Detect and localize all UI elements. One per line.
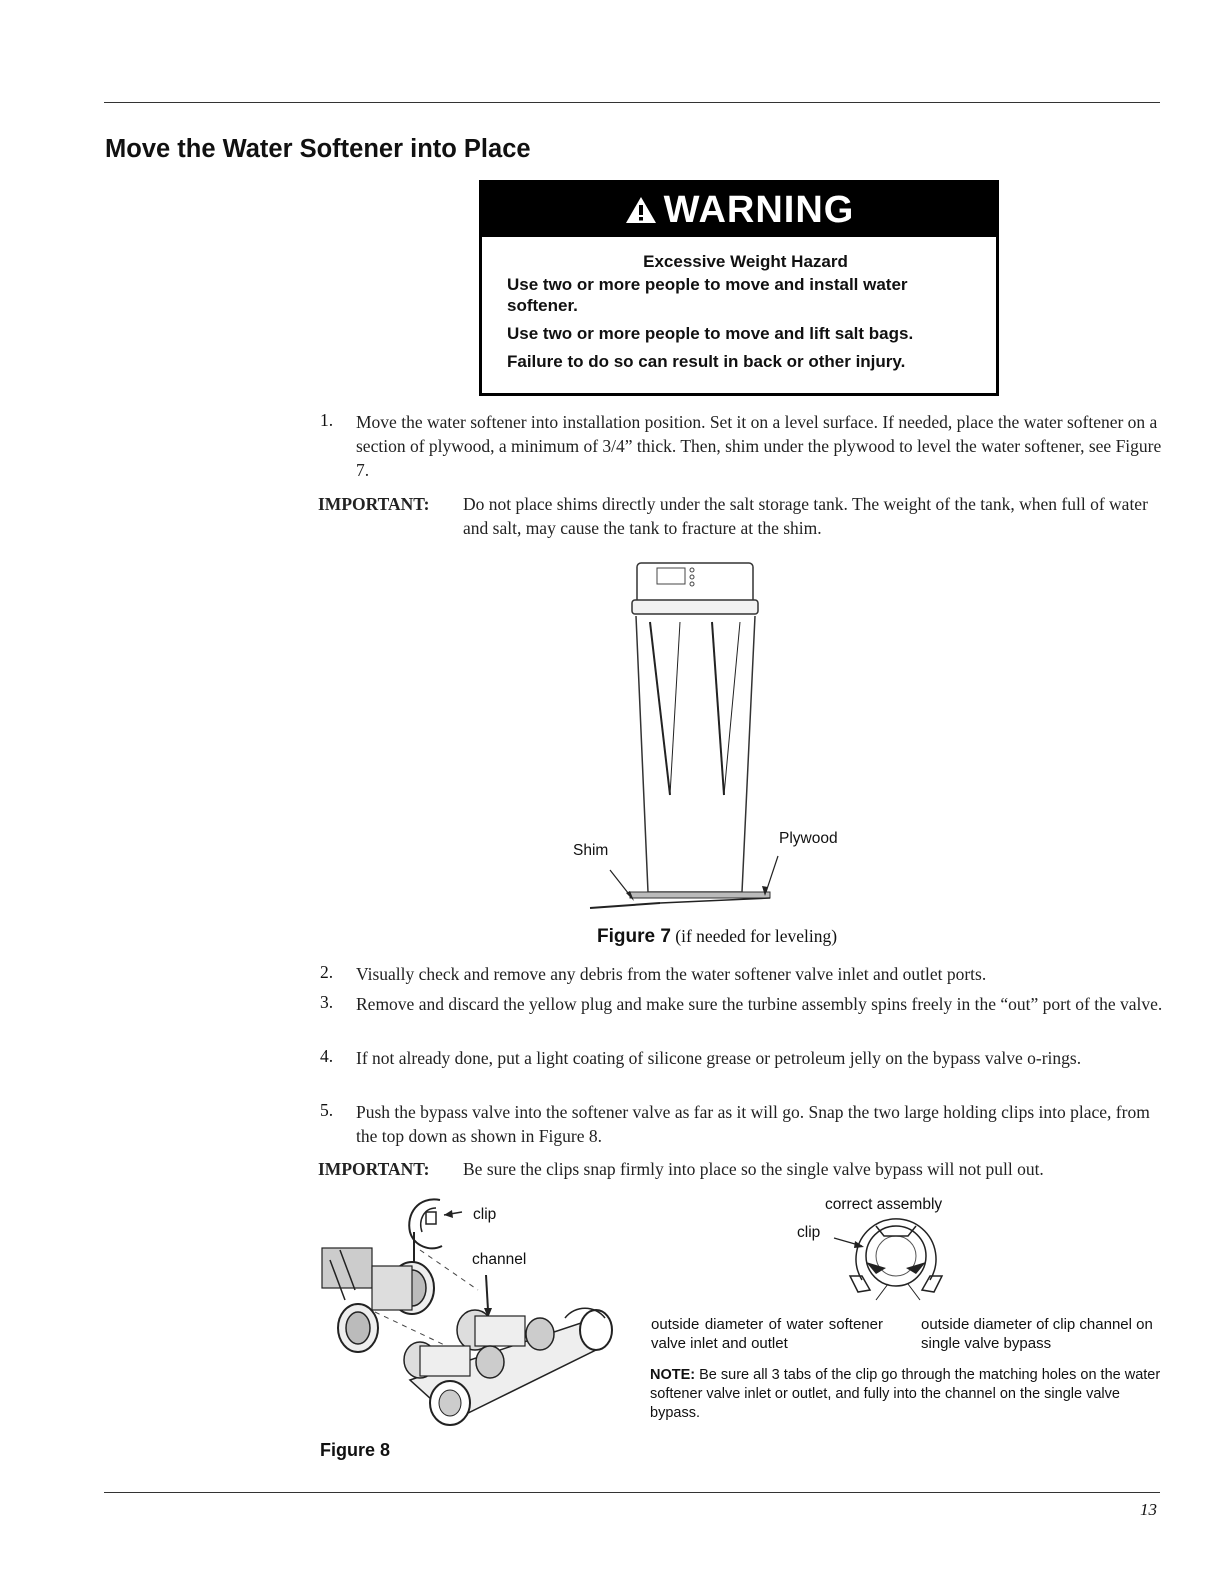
warning-hazard: Excessive Weight Hazard	[643, 252, 848, 271]
bottom-rule	[104, 1492, 1160, 1493]
page-number: 13	[1140, 1500, 1157, 1519]
step-text: Visually check and remove any debris from the water softener valve inlet and outlet ports.	[356, 964, 987, 984]
important-text: Be sure the clips snap firmly into place so the single valve bypass will not pull out.	[463, 1159, 1044, 1179]
figure8-note	[650, 1366, 1162, 1423]
step-number: 4.	[320, 1046, 334, 1066]
figure8-caption: Figure 8	[320, 1440, 391, 1460]
correct-assembly-label: correct assembly	[825, 1196, 943, 1213]
clip-label: clip	[473, 1206, 497, 1223]
note-label: NOTE:	[650, 1367, 696, 1383]
warning-line: Failure to do so can result in back or other injury.	[507, 352, 906, 371]
shim-label: Shim	[573, 842, 609, 859]
figure7-caption-text: (if needed for leveling)	[675, 926, 838, 946]
step-text: Push the bypass valve into the softener valve as far as it will go. Snap the two large holding clips into place, from the top down as shown in Figure 8.	[356, 1102, 1150, 1146]
important-text: Do not place shims directly under the salt storage tank. The weight of the tank, when full of water and salt, may cause the tank to fracture at the shim.	[463, 494, 1148, 538]
channel-label: channel	[472, 1251, 527, 1268]
clip-label-2: clip	[797, 1224, 821, 1241]
warning-line: Use two or more people to move and install water softener.	[507, 275, 908, 315]
step-number: 1.	[320, 410, 334, 430]
important-label: IMPORTANT:	[318, 1159, 430, 1179]
figure7-caption-label: Figure 7	[597, 926, 671, 947]
outside-diameter-right: outside diameter of clip channel on single valve bypass	[921, 1316, 1153, 1352]
outside-diameter-left: outside diameter of water softener valve inlet and outlet	[651, 1316, 883, 1352]
plywood-label: Plywood	[779, 830, 838, 847]
step-number: 2.	[320, 962, 334, 982]
step-text: If not already done, put a light coating of silicone grease or petroleum jelly on the bypass valve o-rings.	[356, 1048, 1082, 1068]
page-title: Move the Water Softener into Place	[105, 135, 531, 163]
step-number: 3.	[320, 992, 334, 1012]
warning-word: WARNING	[663, 188, 855, 231]
step-text: Remove and discard the yellow plug and make sure the turbine assembly spins freely in the “out” port of the valve.	[356, 994, 1163, 1014]
note-text: Be sure all 3 tabs of the clip go through the matching holes on the water softener valve inlet or outlet, and fully into the channel on the single valve bypass.	[650, 1367, 1161, 1421]
step-text: Move the water softener into installation position. Set it on a level surface. If needed, place the water softener on a section of plywood, a minimum of 3/4” thick. Then, shim under the plywood to level the water softener, see Figure 7.	[356, 412, 1162, 480]
important-label: IMPORTANT:	[318, 494, 430, 514]
warning-line: Use two or more people to move and lift salt bags.	[507, 324, 914, 343]
step-number: 5.	[320, 1100, 334, 1120]
